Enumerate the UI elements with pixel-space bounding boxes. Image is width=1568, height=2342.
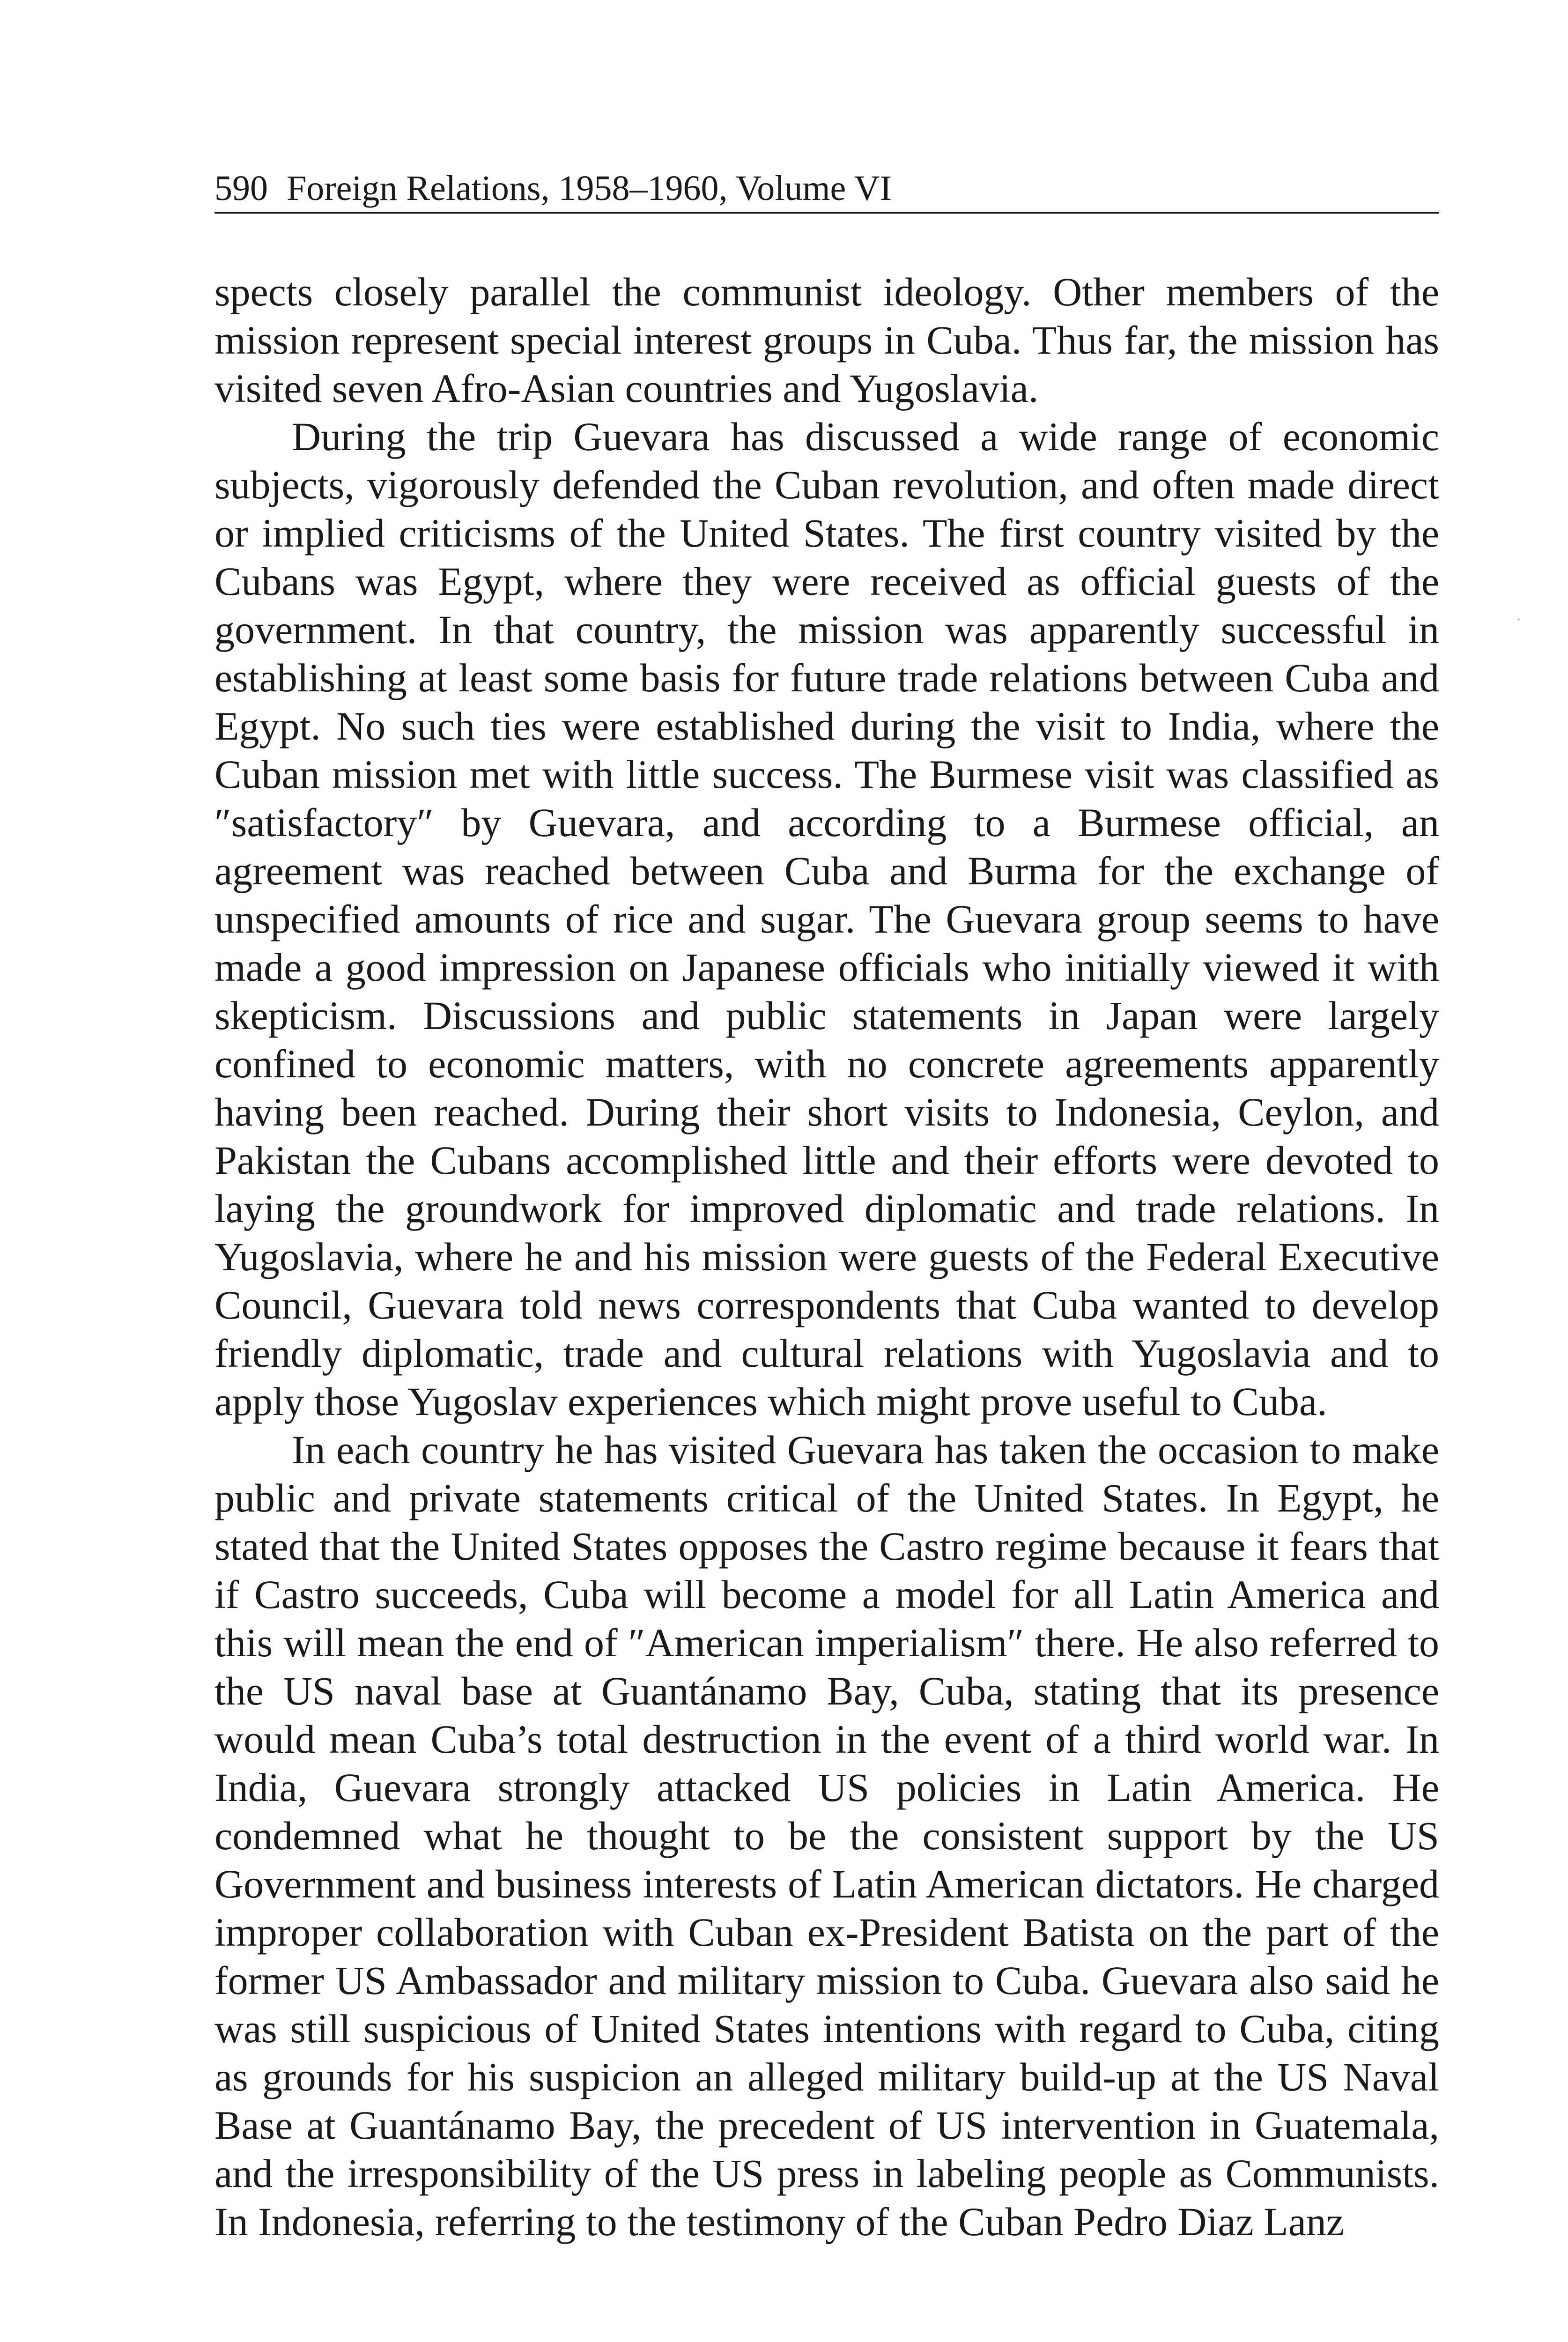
body-text — [214, 268, 1439, 2246]
paragraph-continued: spects closely parallel the communist ideology. Other members of the mission represent special interest groups in Cuba. Thus far, the mission has visited seven Afro-Asian countries and Yugoslavia. — [214, 269, 1439, 411]
running-header — [214, 165, 1439, 214]
paragraph-trip-summary: During the trip Guevara has discussed a wide range of economic subjects, vigorously defended the Cuban revolution, and often made direct or implied criticisms of the United States. The first country visited by the Cubans was Egypt, where they were received as official guests of the government. In that country, the mission was apparently successful in establishing at least some basis for future trade relations between Cuba and Egypt. No such ties were established during the visit to India, where the Cuban mission met with little success. The Burmese visit was classified as ″satisfactory″ by Guevara, and according to a Burmese official, an agreement was reached between Cuba and Burma for the exchange of unspecified amounts of rice and sugar. The Guevara group seems to have made a good impression on Japanese officials who initially viewed it with skepticism. Discussions and public statements in Japan were largely confined to economic matters, with no concrete agreements apparently having been reached. During their short visits to Indonesia, Ceylon, and Pakistan the Cubans accomplished little and their efforts were devoted to laying the groundwork for improved diplomatic and trade relations. In Yugoslavia, where he and his mission were guests of the Federal Executive Council, Guevara told news correspondents that Cuba wanted to develop friendly diplomatic, trade and cultural relations with Yugoslavia and to apply those Yugoslav experiences which might prove useful to Cuba. — [214, 414, 1439, 1424]
page-number: 590 — [214, 169, 268, 208]
paragraph-criticism-of-us: In each country he has visited Guevara has taken the occasion to make public and private statements critical of the United States. In Egypt, he stated that the United States opposes the Castro regime because it fears that if Castro succeeds, Cuba will become a model for all Latin America and this will mean the end of ″American imperialism″ there. He also referred to the US naval base at Guantánamo Bay, Cuba, stating that its presence would mean Cuba’s total destruction in the event of a third world war. In India, Guevara strongly attacked US policies in Latin America. He condemned what he thought to be the consistent support by the US Government and business interests of Latin American dictators. He charged improper collaboration with Cuban ex-President Batista on the part of the former US Ambassador and military mission to Cuba. Guevara also said he was still suspicious of United States intentions with regard to Cuba, citing as grounds for his suspicion an alleged military build-up at the US Naval Base at Guantánamo Bay, the precedent of US intervention in Guatemala, and the irresponsibility of the US press in labeling people as Communists. In Indonesia, referring to the testimony of the Cuban Pedro Diaz Lanz — [214, 1427, 1439, 2244]
scan-speck — [1517, 618, 1520, 621]
running-title: Foreign Relations, 1958–1960, Volume VI — [287, 169, 892, 208]
